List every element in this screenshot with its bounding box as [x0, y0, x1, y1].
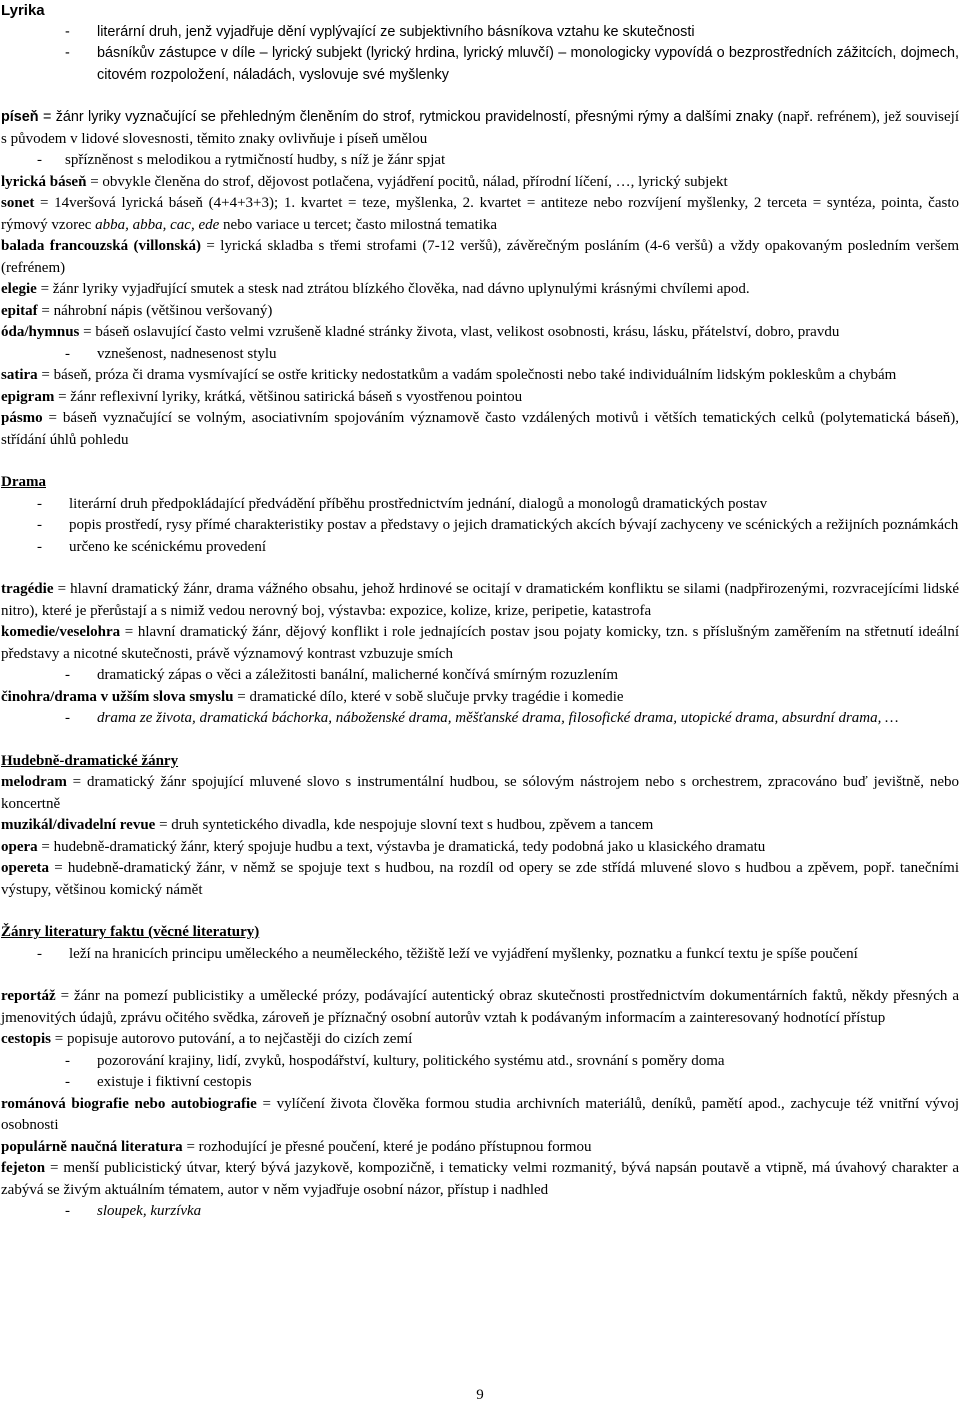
- term-opereta: opereta = hudebně-dramatický žánr, v němž se spojuje text s hudbou, na rozdíl od opery se zde střídá mluvené slovo s hudbou a zpěvem, popř. tanečními výstupy, většinou komický námět: [1, 860, 959, 898]
- section-heading-hudebne: Hudebně-dramatické žánry: [1, 752, 179, 769]
- fakt-bullet-1: - leží na hranicích principu uměleckého a neuměleckého, těžiště leží ve vyjádření myšlenky, poznatku a funkcí textu je spíše poučení: [1, 944, 959, 966]
- term-balada: balada francouzská (villonská) = lyrická skladba s třemi strofami (7-12 veršů), závěrečným posláním (4-6 veršů) a vždy opakovaným posledním veršem (refrénem): [1, 238, 960, 276]
- term-oda: óda/hymnus = báseň oslavující často velmi vzrušeně kladné stránky života, vlast, velikost osobnosti, krásu, lásku, přátelství, dobro, pravdu: [1, 324, 840, 340]
- term-komedie: komedie/veselohra = hlavní dramatický žánr, dějový konflikt i role jednajících postav jsou pojaty komicky, tzn. s příslušným zaměřením na střetnutí ideální představy a nicotné skutečnosti, právě významový kontrast vzbuzuje smích: [1, 624, 959, 662]
- term-lyricka-basen: lyrická báseň = obvykle členěna do strof, dějovost potlačena, vyjádření pocitů, nálad, přírodní líčení, …, lyrický subjekt: [1, 173, 728, 190]
- term-muzikal: muzikál/divadelní revue = druh syntetického divadla, kde nespojuje slovní text s hudbou, zpěvem a tancem: [1, 817, 654, 833]
- term-cestopis: cestopis = popisuje autorovo putování, a to nejčastěji do cizích zemí: [1, 1031, 413, 1047]
- cestopis-bullet-2: - existuje i fiktivní cestopis: [1, 1072, 959, 1094]
- term-satira: satira = báseň, próza či drama vysmívající se ostře kriticky nedostatkům a vadám společnosti nebo také individuálním lidským pokleskům a chybám: [1, 367, 897, 383]
- pisen-bullet: - spřízněnost s melodikou a rytmičností hudby, s níž je žánr spjat: [1, 150, 959, 172]
- section-heading-fakt: Žánry literatury faktu (věcné literatury): [1, 924, 260, 940]
- term-reportaz: reportáž = žánr na pomezí publicistiky a umělecké prózy, podávající autentický obraz skutečnosti prostřednictvím dokumentárních faktů, někdy přesných a jmenovitých údajů, zprávu očitého svědka, zároveň je příznačný osobní autorův vztah k podávaným informacím a zainteresovaný hodnotící přístup: [1, 988, 959, 1026]
- fejeton-bullet: - sloupek, kurzívka: [1, 1201, 959, 1223]
- cestopis-bullet-1: - pozorování krajiny, lidí, zvyků, hospodářství, kultury, politického systému atd., srovnání s poměry doma: [1, 1051, 959, 1073]
- term-tragedie: tragédie = hlavní dramatický žánr, drama vážného obsahu, jehož hrdinové se ocitají v dramatickém konfliktu se silami (nadpřirozenými, rozvracejícími lidské nitro), které je přerůstají a s nimiž vedou nerovný boj, výstavba: expozice, kolize, krize, peripetie, katastrofa: [1, 581, 959, 619]
- page-number: 9: [476, 1387, 484, 1403]
- drama-bullet-2: - popis prostředí, rysy přímé charakteristiky postav a představy o jejich dramatických akcích bývají zachyceny ve scénických a režijních poznámkách: [1, 515, 959, 537]
- term-epitaf: epitaf = náhrobní nápis (většinou veršovaný): [1, 302, 273, 319]
- lyrika-bullet-2: - básníkův zástupce v díle – lyrický subjekt (lyrický hrdina, lyrický mluvčí) – monologicky vypovídá o bezprostředních zážitcích, dojmech, citovém rozpoložení, náladách, vyslovuje své myšlenky: [1, 43, 959, 86]
- drama-bullet-1: - literární druh předpokládající předvádění příběhu prostřednictvím jednání, dialogů a monologů dramatických postav: [1, 494, 959, 516]
- term-fejeton: fejeton = menší publicistický útvar, který bývá jazykově, kompozičně, i tematicky velmi rozmanitý, bývá napsán poutavě a vtipně, má úvahový charakter a zabývá se živým aktuálním tématem, autor v něm vyjadřuje osobní názor, přístup i nadhled: [1, 1160, 959, 1198]
- document-page: [1, 0, 959, 1223]
- section-heading-drama: Drama: [1, 474, 46, 490]
- term-pasmo: pásmo = báseň vyznačující se volným, asociativním spojováním významově často vzdálených motivů i větších tematických celků (polytematická báseň), střídání úhlů pohledu: [1, 410, 959, 448]
- term-elegie: elegie = žánr lyriky vyjadřující smutek a stesk nad ztrátou blízkého člověka, nad dávno uplynulými krásnými chvílemi apod.: [1, 281, 750, 297]
- lyrika-bullet-1: - literární druh, jenž vyjadřuje dění vyplývající ze subjektivního básníkova vztahu ke skutečnosti: [1, 22, 959, 44]
- term-opera: opera = hudebně-dramatický žánr, který spojuje hudbu a text, výstavba je dramatická, tedy podobná jako u klasického dramatu: [1, 838, 766, 855]
- term-sonet: sonet = 14veršová lyrická báseň (4+4+3+3); 1. kvartet = teze, myšlenka, 2. kvartet = antiteze nebo rozvíjení myšlenky, 2 terceta = syntéza, pointa, často rýmový vzorec abba, abba, cac, ede nebo variace u tercet; často milostná tematika: [1, 195, 959, 233]
- komedie-bullet: - dramatický zápas o věci a záležitosti banální, malicherné končívá smírným rozuzlením: [1, 665, 959, 687]
- term-melodram: melodram = dramatický žánr spojující mluvené slovo s instrumentální hudbou, se sólovým nástrojem nebo s orchestrem, zpracováno buď jevištně, nebo koncertně: [1, 774, 959, 812]
- term-pisen: píseň = žánr lyriky vyznačující se přehledným členěním do strof, rytmickou pravidelností, přesnými rýmy a dalšími znaky (např. refrénem), jež souvisejí s původem v lidové slovesnosti, těmito znaky ovlivňuje i píseň umělou: [1, 109, 959, 147]
- term-popularne-naucna: populárně naučná literatura = rozhodující je přesné poučení, které je podáno přístupnou formou: [1, 1138, 592, 1155]
- oda-bullet: - vznešenost, nadnesenost stylu: [1, 344, 959, 366]
- term-romanova-biografie: románová biografie nebo autobiografie = vylíčení života člověka formou studia archivních materiálů, deníků, pamětí apod., zachycuje též vnitřní vývoj osobnosti: [1, 1095, 959, 1133]
- term-cinohra: činohra/drama v užším slova smyslu = dramatické dílo, které v sobě slučuje prvky tragédie i komedie: [1, 688, 624, 705]
- cinohra-bullet: - drama ze života, dramatická báchorka, náboženské drama, měšťanské drama, filosofické drama, utopické drama, absurdní drama, …: [1, 708, 959, 730]
- section-heading-lyrika: Lyrika: [1, 2, 45, 19]
- term-epigram: epigram = žánr reflexivní lyriky, krátká, většinou satirická báseň s vyostřenou pointou: [1, 388, 523, 405]
- drama-bullet-3: - určeno ke scénickému provedení: [1, 537, 959, 559]
